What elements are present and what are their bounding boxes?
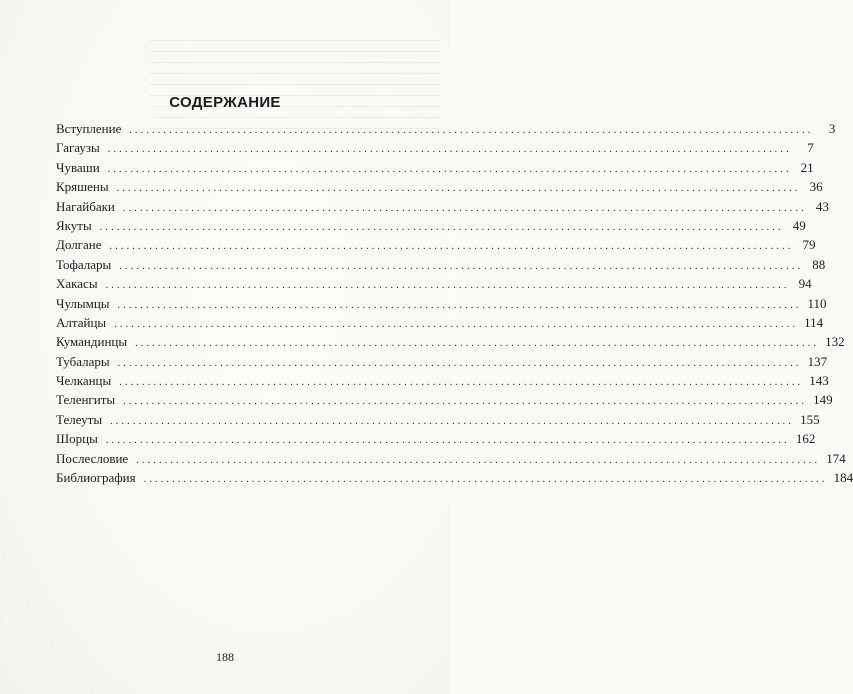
toc-entry-title: Тубалары xyxy=(56,353,110,369)
dot-leader: ........................................................................................................................ xyxy=(135,338,820,350)
dot-leader: ........................................................................................................................ xyxy=(114,318,799,330)
toc-entry xyxy=(56,276,812,295)
toc-entry-page: 36 xyxy=(809,179,823,195)
toc-entry xyxy=(56,392,833,411)
toc-entry-page: 149 xyxy=(813,392,833,408)
show-through-text xyxy=(150,40,440,130)
dot-leader: ........................................................................................................................ xyxy=(105,280,790,292)
toc-entry-page: 3 xyxy=(828,121,836,136)
toc-entry xyxy=(56,237,816,256)
toc-entry-title: Кряшены xyxy=(56,179,109,195)
toc-entry-title: Тофалары xyxy=(56,256,112,272)
toc-entry-page: 49 xyxy=(792,217,806,233)
toc-entry-title: Чуваши xyxy=(56,159,100,175)
toc-entry-page: 7 xyxy=(807,140,814,156)
page-number: 188 xyxy=(216,650,234,664)
toc-entry-page: 114 xyxy=(804,314,824,330)
toc-entry-title: Послесловие xyxy=(56,450,129,466)
toc-entry-title: Вступление xyxy=(56,121,122,136)
toc-entry xyxy=(56,198,829,218)
toc-entry-title: Долгане xyxy=(56,237,102,253)
dot-leader: ........................................................................................................................ xyxy=(107,163,792,175)
toc-entry-title: Теленгиты xyxy=(56,392,116,408)
toc-entry xyxy=(56,179,823,198)
toc-entry-page: 143 xyxy=(809,373,829,389)
toc-entry-title: Телеуты xyxy=(56,411,103,427)
dot-leader: ........................................................................................................................ xyxy=(119,260,804,272)
toc-entry-title: Нагайбаки xyxy=(56,198,115,214)
toc-entry-title: Якуты xyxy=(56,217,92,233)
toc-entry xyxy=(56,121,836,140)
toc-entry xyxy=(56,353,828,373)
dot-leader: ........................................................................................................................ xyxy=(143,474,828,486)
dot-leader: ........................................................................................................................ xyxy=(105,435,790,447)
toc-entry-page: 110 xyxy=(807,295,827,311)
toc-entry-title: Шорцы xyxy=(56,431,98,447)
dot-leader: ........................................................................................................................ xyxy=(99,221,784,233)
toc-entry-page: 174 xyxy=(826,450,846,466)
toc-entry-title: Челканцы xyxy=(56,373,112,389)
table-of-contents xyxy=(56,121,853,489)
toc-entry xyxy=(56,334,845,353)
dot-leader: ........................................................................................................................ xyxy=(117,357,802,369)
dot-leader: ........................................................................................................................ xyxy=(136,454,821,466)
dot-leader: ........................................................................................................................ xyxy=(107,144,792,156)
toc-entry-page: 21 xyxy=(800,159,814,175)
toc-entry xyxy=(56,140,814,159)
dot-leader: ........................................................................................................................ xyxy=(116,183,801,195)
toc-entry xyxy=(56,470,853,489)
toc-entry xyxy=(56,256,826,276)
toc-entry xyxy=(56,431,816,450)
dot-leader: ........................................................................................................................ xyxy=(129,125,814,136)
dot-leader: ........................................................................................................................ xyxy=(109,241,794,253)
dot-leader: ........................................................................................................................ xyxy=(110,415,795,427)
toc-entry xyxy=(56,450,846,470)
toc-entry-page: 43 xyxy=(815,198,829,214)
toc-entry-page: 155 xyxy=(800,411,820,427)
toc-entry-page: 137 xyxy=(807,353,828,369)
toc-entry-page: 94 xyxy=(798,276,812,292)
toc-entry-page: 162 xyxy=(795,431,816,447)
toc-entry xyxy=(56,314,824,334)
toc-entry xyxy=(56,159,814,179)
toc-entry xyxy=(56,373,829,392)
toc-entry xyxy=(56,411,820,431)
toc-entry-title: Кумандинцы xyxy=(56,334,128,350)
dot-leader: ........................................................................................................................ xyxy=(122,202,807,214)
toc-entry-page: 184 xyxy=(833,470,853,486)
toc-entry-page: 88 xyxy=(812,256,826,272)
toc-entry-page: 79 xyxy=(802,237,816,253)
page-title: СОДЕРЖАНИЕ xyxy=(169,94,281,111)
toc-entry-title: Библиография xyxy=(56,470,136,486)
dot-leader: ........................................................................................................................ xyxy=(119,377,804,389)
toc-entry xyxy=(56,295,827,315)
toc-entry-title: Гагаузы xyxy=(56,140,100,156)
toc-entry xyxy=(56,217,806,237)
toc-entry-title: Алтайцы xyxy=(56,314,107,330)
dot-leader: ........................................................................................................................ xyxy=(123,396,808,408)
toc-entry-title: Хакасы xyxy=(56,276,98,292)
toc-entry-page: 132 xyxy=(825,334,845,350)
toc-entry-title: Чулымцы xyxy=(56,295,110,311)
dot-leader: ........................................................................................................................ xyxy=(117,299,802,311)
